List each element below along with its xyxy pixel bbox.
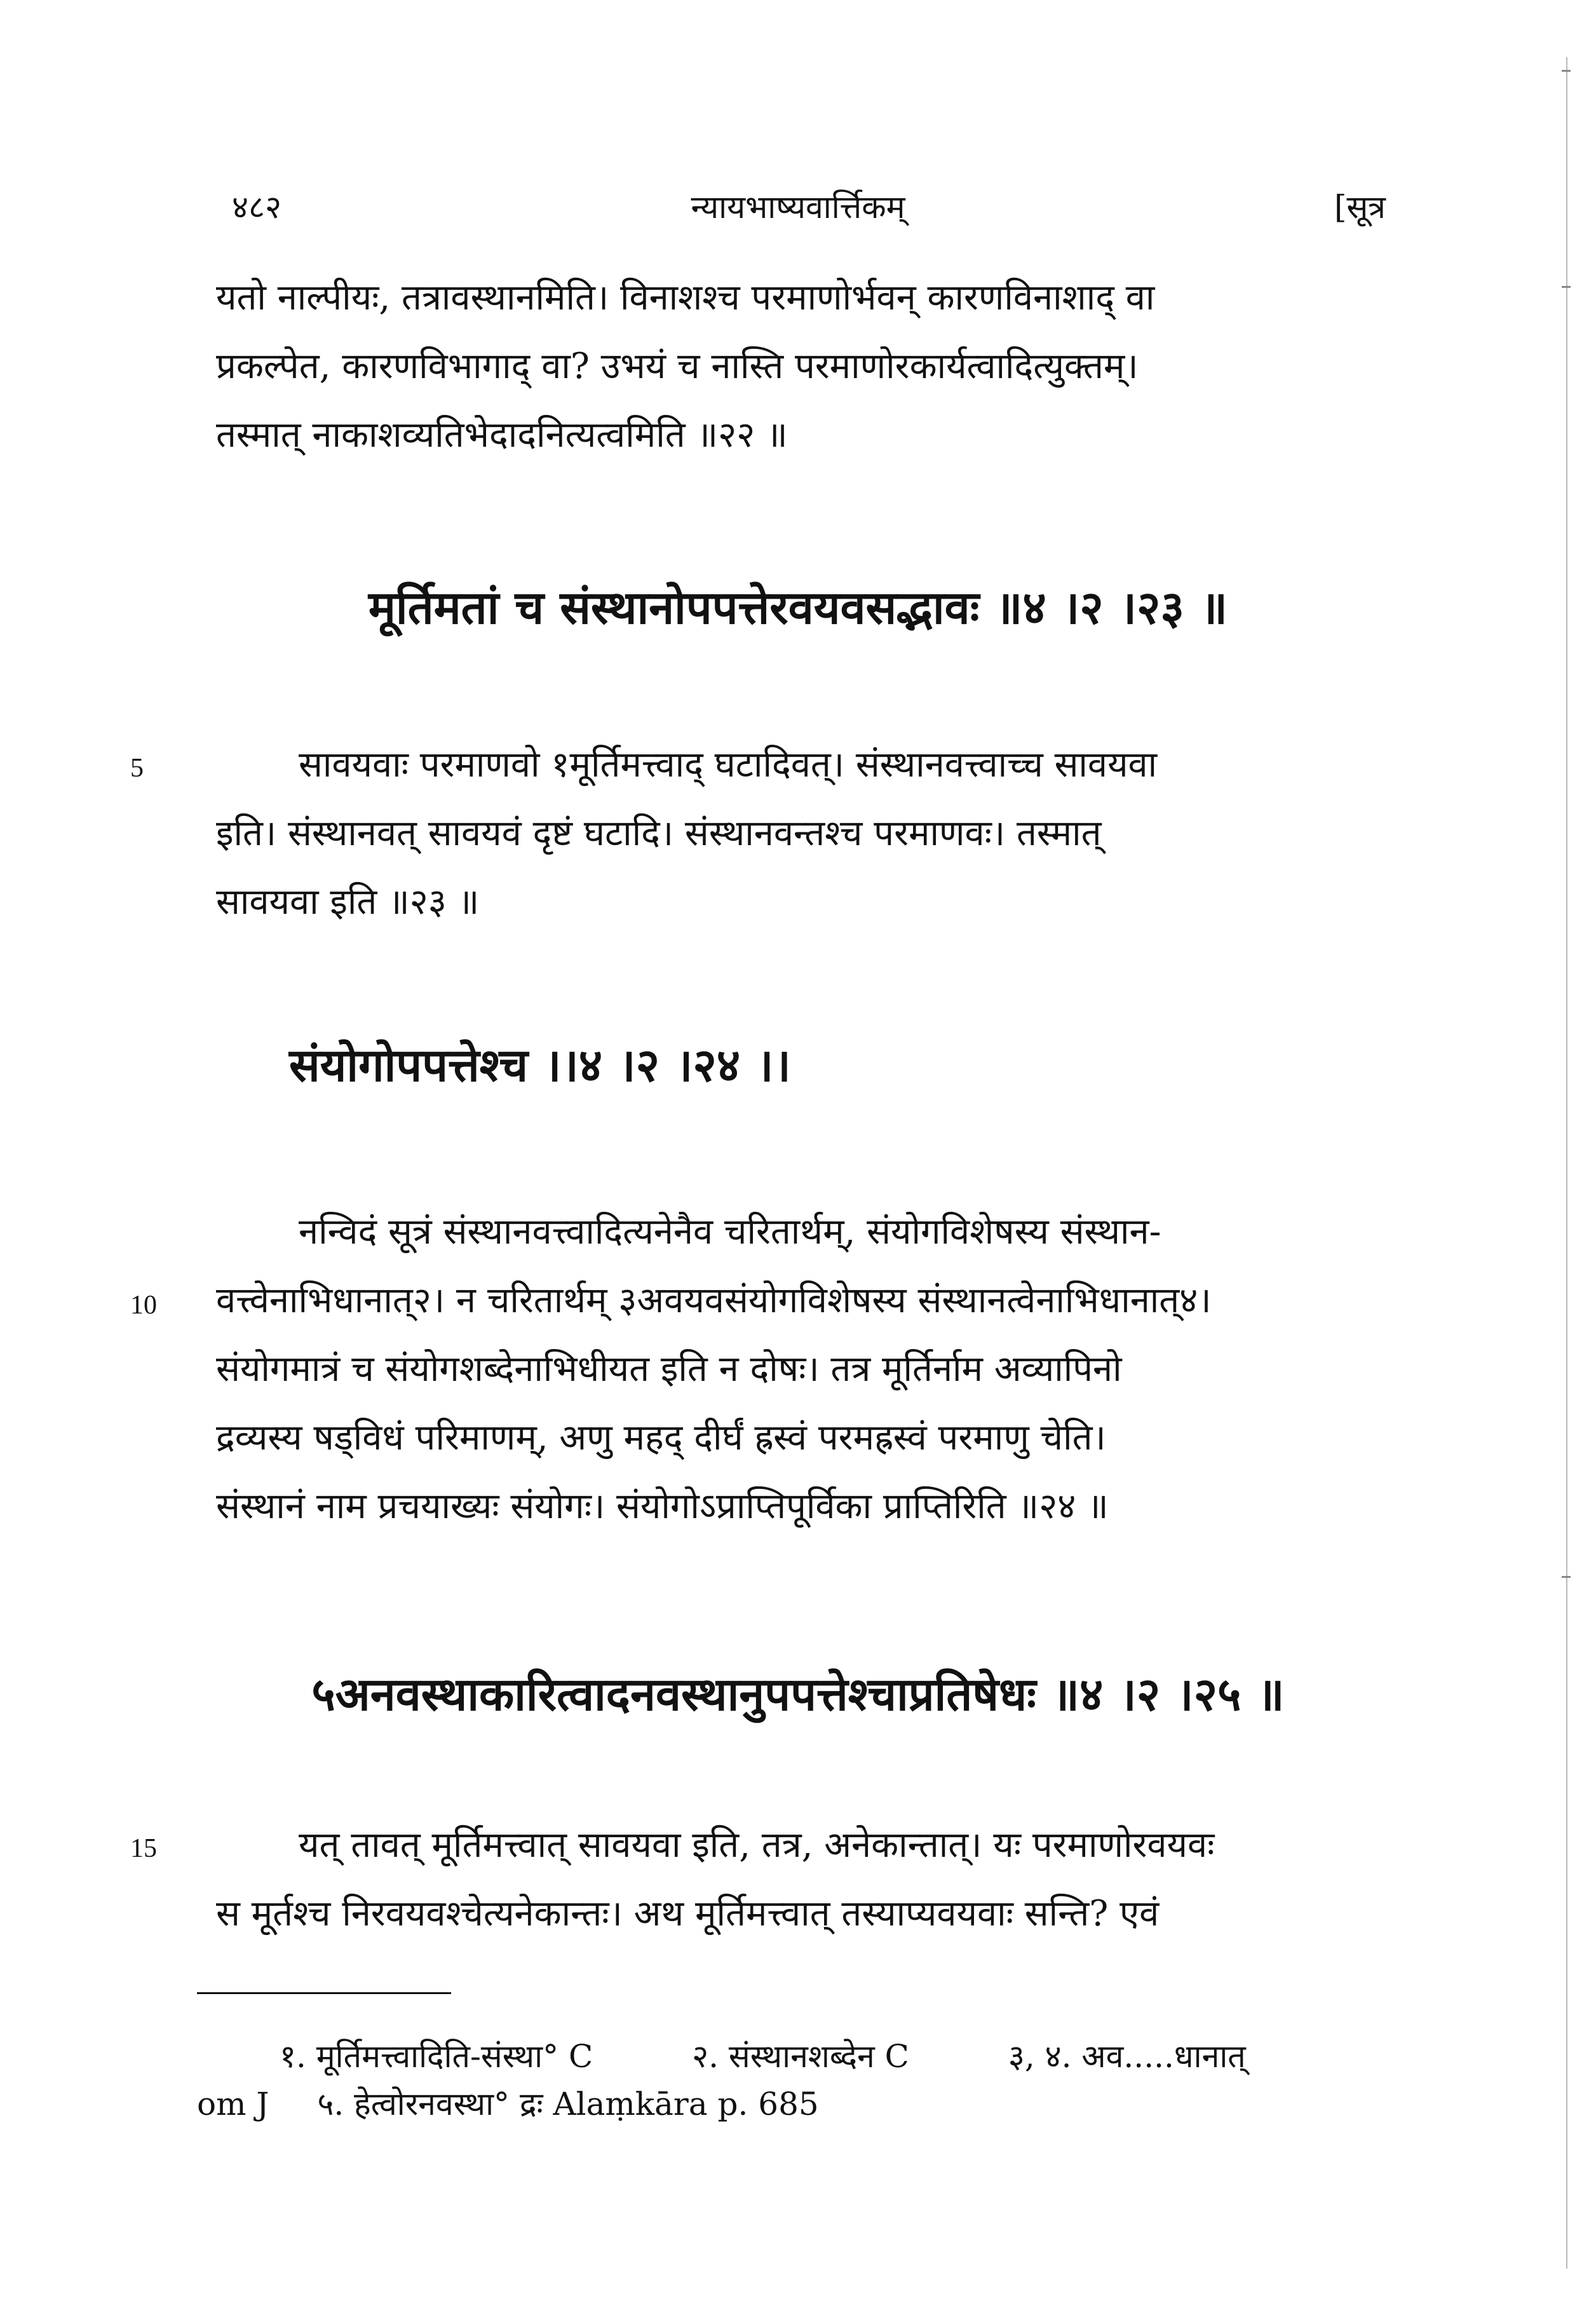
commentary-paragraph-22 (216, 264, 1410, 470)
footnote-3-4-cont: om J (197, 2086, 269, 2122)
footnotes-line-1 (197, 2033, 1499, 2077)
text-line: स मूर्तश्च निरवयवश्चेत्यनेकान्तः। अथ मूर्तिमत्त्वात् तस्याप्यवयवाः सन्ति? एवं (216, 1893, 1160, 1934)
text-line: संस्थानं नाम प्रचयाख्यः संयोगः। संयोगोऽप्राप्तिपूर्विका प्राप्तिरिति ॥२४ ॥ (216, 1486, 1109, 1527)
sutra-heading-24: संयोगोपपत्तेश्च ।।४ ।२ ।२४ ।। (289, 1038, 791, 1092)
scan-edge-mark (1562, 1576, 1571, 1578)
scan-edge-line (1566, 57, 1567, 2269)
footnote-1: १. मूर्तिमत्त्वादिति-संस्था° C (280, 2038, 593, 2075)
text-line: नन्विदं सूत्रं संस्थानवत्त्वादित्यनेनैव चरितार्थम्, संयोगविशेषस्य संस्थान- (299, 1211, 1161, 1253)
line-number: 5 (130, 754, 144, 783)
text-line: तस्मात् नाकाशव्यतिभेदादनित्यत्वमिति ॥२२ ॥ (216, 414, 788, 456)
footnote-rule (197, 1992, 451, 1994)
footnote-2: २. संस्थानशब्देन C (692, 2038, 909, 2075)
section-label: [सूत्र (1334, 189, 1386, 226)
text-line: प्रकल्पेत, कारणविभागाद् वा? उभयं च नास्ति परमाणोरकार्यत्वादित्युक्तम्। (216, 346, 1139, 387)
text-line: यत् तावत् मूर्तिमत्त्वात् सावयवा इति, तत्र, अनेकान्तात्। यः परमाणोरवयवः (299, 1824, 1215, 1866)
sutra-heading-23: मूर्तिमतां च संस्थानोपपत्तेरवयवसद्भावः ॥४ ।२ ।२३ ॥ (368, 580, 1228, 634)
scan-edge-mark (1562, 70, 1571, 72)
line-number: 15 (130, 1834, 157, 1863)
line-number: 10 (130, 1291, 157, 1320)
text-line: सावयवाः परमाणवो १मूर्तिमत्त्वाद् घटादिवत्। संस्थानवत्त्वाच्च सावयवा (299, 744, 1158, 785)
text-line: सावयवा इति ॥२३ ॥ (216, 881, 480, 923)
scan-edge-mark (1562, 286, 1571, 288)
sutra-heading-25: ५अनवस्थाकारित्वादनवस्थानुपपत्तेश्चाप्रतिषेधः ॥४ ।२ ।२५ ॥ (311, 1667, 1285, 1721)
footnote-5: ५. हेत्वोरनवस्था° द्रः Alaṃkāra p. 685 (317, 2086, 819, 2122)
footnote-3-4: ३, ४. अव.....धानात् (1008, 2038, 1246, 2075)
running-title: न्यायभाष्यवार्त्तिकम् (691, 189, 905, 226)
text-line: इति। संस्थानवत् सावयवं दृष्टं घटादि। संस्थानवन्तश्च परमाणवः। तस्मात् (216, 813, 1102, 854)
text-line: यतो नाल्पीयः, तत्रावस्थानमिति। विनाशश्च परमाणोर्भवन् कारणविनाशाद् वा (216, 277, 1155, 318)
text-line: द्रव्यस्य षड्विधं परिमाणम्, अणु महद् दीर्घं ह्रस्वं परमह्रस्वं परमाणु चेति। (216, 1417, 1106, 1458)
page-number: ४८२ (232, 189, 281, 226)
commentary-paragraph-24 (216, 1198, 1410, 1541)
commentary-paragraph-23 (216, 731, 1410, 937)
footnotes-line-2 (197, 2081, 1417, 2124)
text-line: वत्त्वेनाभिधानात्२। न चरितार्थम् ३अवयवसंयोगविशेषस्य संस्थानत्वेनाभिधानात्४। (216, 1280, 1212, 1321)
commentary-paragraph-25 (216, 1811, 1410, 1948)
text-line: संयोगमात्रं च संयोगशब्देनाभिधीयत इति न दोषः। तत्र मूर्तिर्नाम अव्यापिनो (216, 1348, 1122, 1390)
